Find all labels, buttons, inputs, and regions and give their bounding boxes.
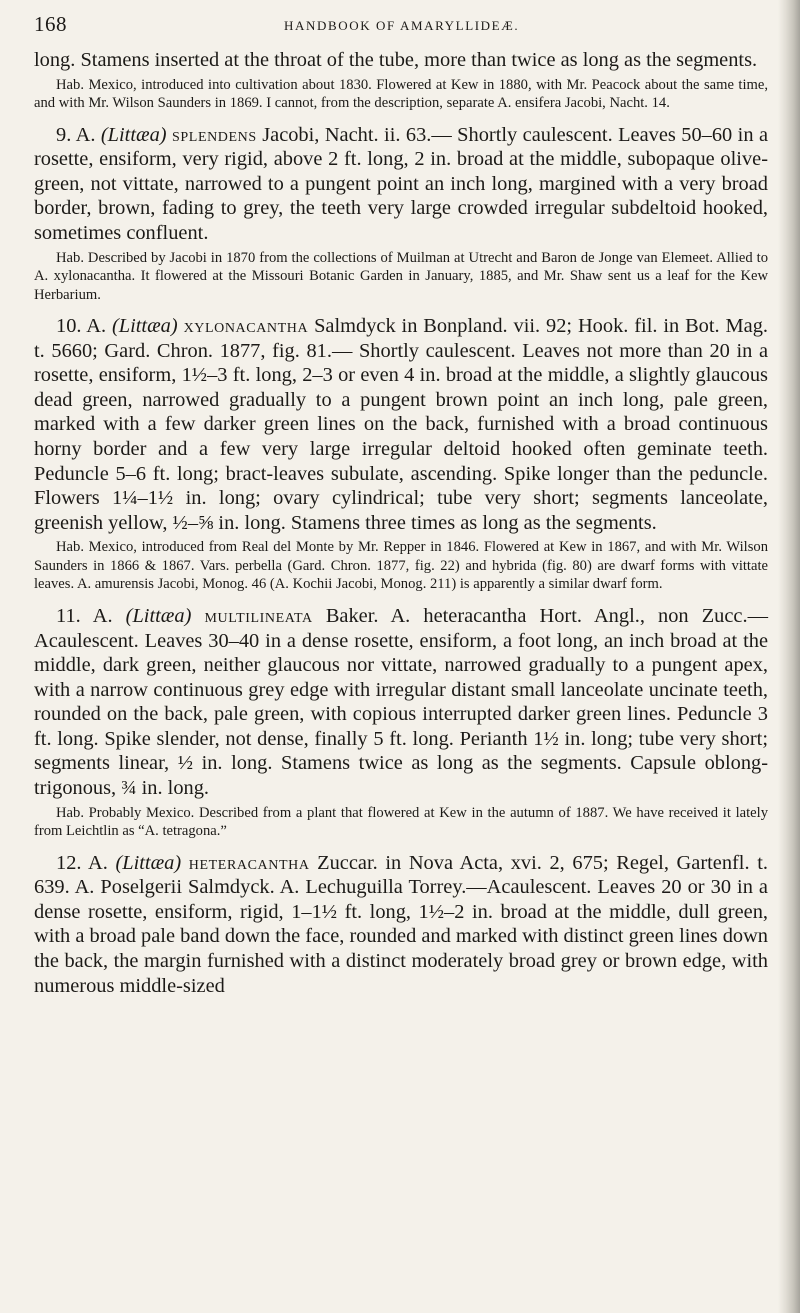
subgenus-label: (Littæa) [125,604,192,627]
species-epithet: xylonacantha [183,315,309,338]
book-page [34,12,768,998]
subgenus-label: (Littæa) [111,315,178,338]
species-description: Zuccar. in Nova Acta, xvi. 2, 675; Regel, Gartenfl. t. 639. A. Poselgerii Salmdyck. A. Lechuguilla Torrey.—Acaulescent. Leaves 20 or 30 in a dense rosette, ensiform, rigid, 1–1½ ft. long, 1½–2 in. broad at the middle, dull green, with a broad pale band down the face, rounded and marked with distinct green lines down the back, the margin furnished with a distinct moderately broad grey or brown edge, with numerous middle-sized [34,851,768,997]
species-number: 9. A. [56,123,96,146]
page-number: 168 [34,12,67,36]
page-edge-shadow [778,0,800,1313]
species-description: Salmdyck in Bonpland. vii. 92; Hook. fil. in Bot. Mag. t. 5660; Gard. Chron. 1877, fig. 81.— Shortly caulescent. Leaves not more than 20 in a rosette, ensiform, 1½–3 ft. long, 2–3 or even 4 in. broad at the middle, a slightly glaucous dead green, narrowed gradually to a pungent brown point an inch long, pale green, marked with a few darker green lines on the back, furnished with a broad continuous horny border and a few very large irregular deltoid hooked often geminate teeth. Peduncle 5–6 ft. long; bract-leaves subulate, ascending. Spike longer than the peduncle. Flowers 1¼–1½ in. long; ovary cylindrical; tube very short; segments lanceolate, greenish yellow, ½–⅝ in. long. Stamens three times as long as the segments. [34,315,768,534]
subgenus-label: (Littæa) [100,123,167,146]
habitat-note-11: Hab. Probably Mexico. Described from a plant that flowered at Kew in the autumn of 1887. We have received it lately from Leichtlin as “A. tetragona.” [34,804,768,840]
species-11-entry [34,604,768,801]
species-number: 11. A. [56,604,113,627]
species-epithet: splendens [172,123,257,146]
running-header [34,12,768,48]
habitat-note-8: Hab. Mexico, introduced into cultivation about 1830. Flowered at Kew in 1880, with Mr. Peacock about the same time, and with Mr. Wilson Saunders in 1869. I cannot, from the description, separate A. ensifera Jacobi, Nacht. 14. [34,76,768,112]
species-number: 10. A. [56,315,107,338]
species-12-entry [34,851,768,999]
species-description: Baker. A. heteracantha Hort. Angl., non Zucc.—Acaulescent. Leaves 30–40 in a dense rosette, ensiform, a foot long, an inch broad at the middle, dark green, neither glaucous nor vittate, narrowed gradually to a pungent apex, with a narrow continuous grey edge with irregular distant small lanceolate uncinate teeth, rounded on the back, pale green, with copious interrupted darker green lines. Peduncle 3 ft. long. Spike slender, not dense, finally 5 ft. long. Perianth 1½ in. long; tube very short; segments linear, ½ in. long. Stamens twice as long as the segments. Capsule oblong-trigonous, ¾ in. long. [34,604,768,800]
species-9-entry [34,123,768,246]
species-10-entry [34,314,768,535]
habitat-note-10: Hab. Mexico, introduced from Real del Monte by Mr. Repper in 1846. Flowered at Kew in 1867, and with Mr. Wilson Saunders in 1866 & 1867. Vars. perbella (Gard. Chron. 1877, fig. 22) and hybrida (fig. 80) are dwarf forms with vittate leaves. A. amurensis Jacobi, Monog. 46 (A. Kochii Jacobi, Monog. 211) is apparently a similar dwarf form. [34,539,768,593]
species-description: Jacobi, Nacht. ii. 63.— Shortly caulescent. Leaves 50–60 in a rosette, ensiform, very rigid, above 2 ft. long, 2 in. broad at the middle, subopaque olive-green, not vittate, narrowed to a pungent point an inch long, margined with a very broad border, brown, fading to grey, the teeth very large crowded irregular subdeltoid hooked, sometimes confluent. [34,123,768,244]
species-number: 12. A. [56,851,108,874]
species-epithet: heteracantha [188,851,310,874]
species-epithet: multilineata [204,604,313,627]
paragraph-continuation: long. Stamens inserted at the throat of the tube, more than twice as long as the segments. [34,49,758,71]
habitat-note-9: Hab. Described by Jacobi in 1870 from the collections of Muilman at Utrecht and Baron de Jonge van Elemeet. Allied to A. xylonacantha. It flowered at the Missouri Botanic Garden in January, 1885, and Mr. Shaw sent us a leaf for the Kew Herbarium. [34,249,768,303]
running-title: HANDBOOK OF AMARYLLIDEÆ. [284,18,520,33]
subgenus-label: (Littæa) [115,851,182,874]
